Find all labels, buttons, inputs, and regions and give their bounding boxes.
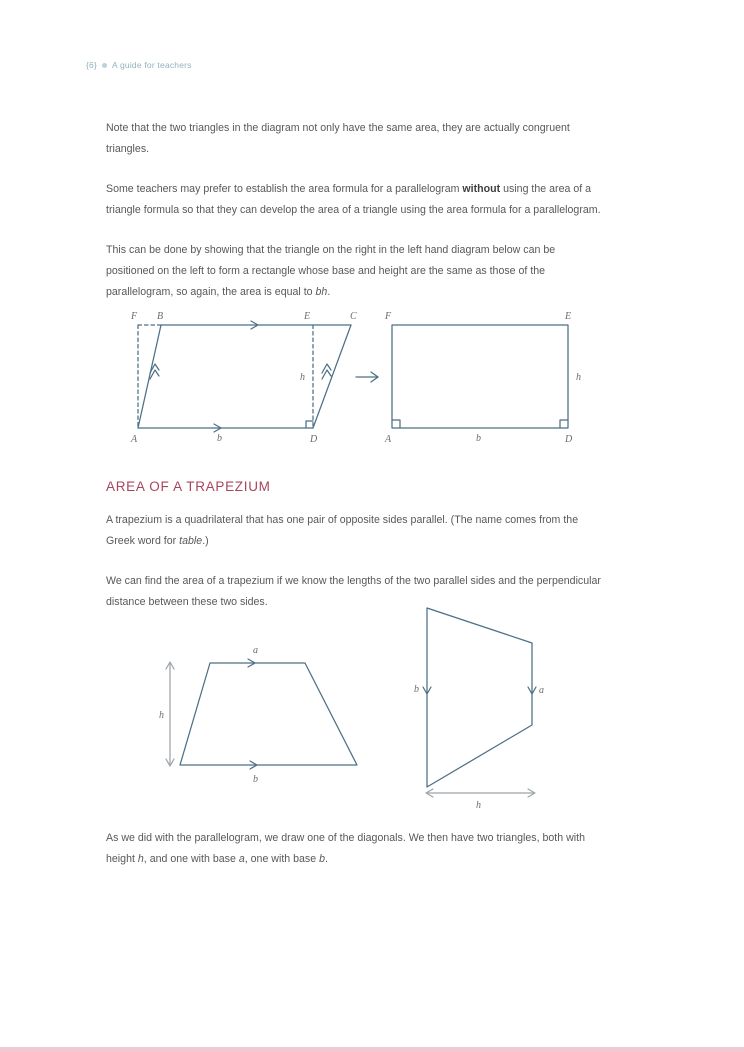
paragraph-text-segment: This can be done by showing that the triangle on the right in the left hand diagram below can be positioned on the left to form a rectangle whose base and height are the same as those of the parallelogram, so again, the area is equal to xyxy=(106,244,556,298)
dimension-label-h-trapezium-right: h xyxy=(476,800,481,811)
dimension-label-a-trapezium-left: a xyxy=(253,645,258,656)
paragraph-rectangle-construction xyxy=(106,240,606,303)
math-variable-bh: bh xyxy=(315,286,328,298)
vertex-label-F-right: F xyxy=(385,311,392,322)
dimension-label-b-right: b xyxy=(476,433,481,444)
vertex-label-E-left: E xyxy=(304,311,311,322)
paragraph-without-triangle-formula xyxy=(106,179,606,221)
dimension-label-b-left: b xyxy=(217,433,222,444)
parallelogram-edge-AB xyxy=(138,325,161,428)
vertex-label-F-left: F xyxy=(131,311,138,322)
vertex-label-A-right: A xyxy=(385,434,392,445)
dimension-label-h-right: h xyxy=(576,372,581,383)
right-angle-mark-rect-D xyxy=(560,420,568,428)
dimension-label-b-trapezium-right: b xyxy=(414,684,419,695)
rectangle-outline-AFED xyxy=(392,325,568,428)
trapezium-right-outline xyxy=(427,608,532,787)
paragraph-text-segment: using the area of a triangle formula so that they can develop the area of a triangle using the area formula for a parallelogram. xyxy=(106,183,601,216)
bullet-dot-icon xyxy=(102,63,107,68)
section-heading-area-of-a-trapezium: AREA OF A TRAPEZIUM xyxy=(106,479,271,494)
paragraph-text-segment: . xyxy=(327,286,331,298)
body-text-block-lower xyxy=(106,828,606,870)
math-variable-b: b xyxy=(319,853,326,865)
emphasis-without: without xyxy=(462,183,501,195)
math-word-table: table xyxy=(179,535,203,547)
math-variable-a: a xyxy=(238,853,245,865)
paragraph-trapezium-definition xyxy=(106,510,606,552)
math-variable-h: h xyxy=(137,853,144,865)
running-header-title: A guide for teachers xyxy=(112,60,192,70)
running-header xyxy=(86,60,192,70)
dimension-label-h-trapezium-left: h xyxy=(159,710,164,721)
vertex-label-E-right: E xyxy=(565,311,572,322)
paragraph-text-segment: As we did with the parallelogram, we draw one of the diagonals. We then have two triangles, both with height xyxy=(106,832,585,865)
right-angle-mark-D xyxy=(306,421,313,428)
dimension-label-b-trapezium-left: b xyxy=(253,774,258,785)
body-text-block-upper xyxy=(106,118,606,303)
paragraph-text-segment: . xyxy=(325,853,328,865)
figure-two-trapezia xyxy=(150,595,610,820)
paragraph-text-segment: .) xyxy=(202,535,209,547)
paragraph-text-segment: Some teachers may prefer to establish the area formula for a parallelogram xyxy=(106,183,463,195)
folio-number: {6} xyxy=(86,60,98,70)
vertex-label-D-right: D xyxy=(565,434,573,445)
paragraph-trapezium-area-requirements: We can find the area of a trapezium if we know the lengths of the two parallel sides and the perpendicular distance between these two sides. xyxy=(106,575,601,608)
paragraph-congruent-triangles: Note that the two triangles in the diagram not only have the same area, they are actually congruent triangles. xyxy=(106,122,570,155)
dimension-label-h-left: h xyxy=(300,372,305,383)
vertex-label-A-left: A xyxy=(131,434,138,445)
page-bottom-rule xyxy=(0,1047,744,1052)
right-angle-mark-rect-A xyxy=(392,420,400,428)
dimension-label-a-trapezium-right: a xyxy=(539,685,544,696)
vertex-label-D-left: D xyxy=(310,434,318,445)
paragraph-text-segment: , and one with base xyxy=(143,853,239,865)
parallelogram-edge-CD xyxy=(313,325,351,428)
paragraph-text-segment: A trapezium is a quadrilateral that has one pair of opposite sides parallel. (The name comes from the Greek word for xyxy=(106,514,579,547)
paragraph-text-segment: , one with base xyxy=(244,853,320,865)
vertex-label-B: B xyxy=(157,311,164,322)
trapezium-left-outline xyxy=(180,663,357,765)
vertex-label-C: C xyxy=(350,311,357,322)
figure-parallelogram-to-rectangle xyxy=(104,300,604,450)
paragraph-diagonal-decomposition xyxy=(106,828,606,870)
